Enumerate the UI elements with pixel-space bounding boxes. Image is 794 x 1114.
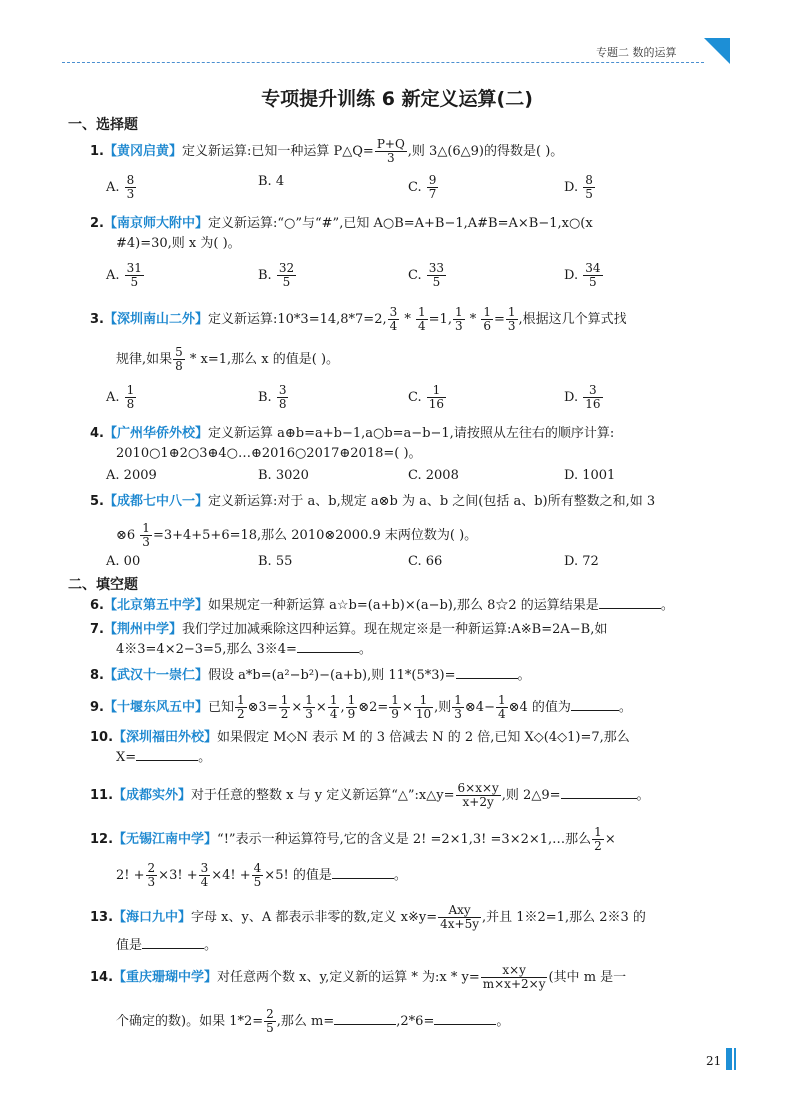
option-c: C. 66 xyxy=(408,554,443,569)
option-a: A. $\frac{8}{3}$ xyxy=(106,173,135,201)
option-b: B. $\frac{32}{5}$ xyxy=(258,261,295,289)
question-11: 11.【成都实外】对于任意的整数 x 与 y 定义新运算“△”:x△y= $\frac{6\times x\times y}{x+2y}$ ,则 2△9= 。 xyxy=(90,781,650,809)
option-d: D. 1001 xyxy=(564,468,616,483)
question-5-line-2: ⊗6 $\frac{1}{3}$ =3+4+5+6=18,那么 2010⊗2000.9 末两位数为( )。 xyxy=(116,521,478,549)
answer-blank[interactable] xyxy=(136,748,198,761)
answer-blank[interactable] xyxy=(332,866,394,879)
answer-blank[interactable] xyxy=(434,1012,496,1025)
option-c: C. $\frac{9}{7}$ xyxy=(408,173,437,201)
question-13: 13.【海口九中】字母 x、y、A 都表示非零的数,定义 x※y= $\frac{\text{Axy}}{4x+5y}$ ,并且 1※2=1,那么 2※3 的 xyxy=(90,903,646,931)
answer-blank[interactable] xyxy=(297,640,359,653)
option-c: C. $\frac{33}{5}$ xyxy=(408,261,445,289)
option-a: A. $\frac{1}{8}$ xyxy=(106,383,135,411)
question-12: 12.【无锡江南中学】“!”表示一种运算符号,它的含义是 2! =2×1,3! =3×2×1,…那么 $\frac{1}{2}$ × xyxy=(90,825,616,853)
section-fill: 二、填空题 xyxy=(68,577,138,593)
option-a: A. 2009 xyxy=(106,468,157,483)
question-7: 7.【荆州中学】我们学过加减乘除这四种运算。现在规定※是一种新运算:A※B=2A−B,如 4※3=4×2−3=5,那么 3※4= 。 xyxy=(90,622,608,657)
question-6: 6.【北京第五中学】如果规定一种新运算 a☆b=(a+b)×(a−b),那么 8☆2 的运算结果是 。 xyxy=(90,598,674,613)
answer-blank[interactable] xyxy=(142,936,204,949)
question-2: 2.【南京师大附中】定义新运算:“○”与“#”,已知 A○B=A+B−1,A#B=A×B−1,x○(x #4)=30,则 x 为( )。 xyxy=(90,216,593,251)
question-12-line-2: 2! + $\frac{2}{3}$ ×3! + $\frac{3}{4}$ ×4! + $\frac{4}{5}$ ×5! 的值是 。 xyxy=(116,861,407,889)
option-b: B. 3020 xyxy=(258,468,309,483)
question-8: 8.【武汉十一崇仁】假设 a*b=(a²−b²)−(a+b),则 11*(5*3)= 。 xyxy=(90,668,531,683)
question-9: 9.【十堰东风五中】已知 $\frac{1}{2}$ ⊗3= $\frac{1}{2}$ × $\frac{1}{3}$ × $\frac{1}{4}$ , $\frac{1}{9}$ ⊗2= $\frac{1}{9}$ × $\frac{1}{10}$ ,则 $\frac{1}{3}$ ⊗4− $\frac{1}{4}$ ⊗4 的值为 。 xyxy=(90,693,632,721)
option-a: A. $\frac{31}{5}$ xyxy=(106,261,142,289)
answer-blank[interactable] xyxy=(599,596,661,609)
page-title: 专项提升训练 6 新定义运算(二) xyxy=(261,88,533,110)
answer-blank[interactable] xyxy=(561,786,637,799)
option-b: B. $\frac{3}{8}$ xyxy=(258,383,287,411)
header-divider xyxy=(62,62,704,63)
fraction: $\frac{P+Q}{3}$ xyxy=(376,137,405,165)
option-c: C. $\frac{1}{16}$ xyxy=(408,383,445,411)
option-c: C. 2008 xyxy=(408,468,459,483)
page-bar-mark xyxy=(726,1048,732,1070)
option-d: D. 72 xyxy=(564,554,599,569)
question-4: 4.【广州华侨外校】定义新运算 a⊕b=a+b−1,a○b=a−b−1,请按照从左往右的顺序计算: 2010○1⊕2○3⊕4○…⊕2016○2017⊕2018=( )。 xyxy=(90,426,615,461)
option-a: A. 00 xyxy=(106,554,141,569)
question-3: 3.【深圳南山二外】定义新运算:10*3=14,8*7=2, $\frac{3}{4}$ * $\frac{1}{4}$ =1, $\frac{1}{3}$ * $\frac{1}{6}$ = $\frac{1}{3}$ ,根据这几个算式找 xyxy=(90,305,627,333)
answer-blank[interactable] xyxy=(334,1012,396,1025)
option-d: D. $\frac{34}{5}$ xyxy=(564,261,601,289)
question-10: 10.【深圳福田外校】如果假定 M◇N 表示 M 的 3 倍减去 N 的 2 倍,已知 X◇(4◇1)=7,那么 X= 。 xyxy=(90,730,630,765)
option-d: D. $\frac{3}{16}$ xyxy=(564,383,601,411)
option-b: B. 55 xyxy=(258,554,293,569)
answer-blank[interactable] xyxy=(571,698,619,711)
header-chapter: 专题二 数的运算 xyxy=(596,46,677,59)
option-d: D. $\frac{8}{5}$ xyxy=(564,173,593,201)
option-b: B. 4 xyxy=(258,174,285,189)
page-number: 21 xyxy=(706,1054,722,1068)
question-13-line-2: 值是 。 xyxy=(116,938,218,953)
question-14: 14.【重庆珊瑚中学】对任意两个数 x、y,定义新的运算 * 为:x * y= $\frac{x\times y}{m\times x+2\times y}$ (其中 m 是一 xyxy=(90,963,627,991)
answer-blank[interactable] xyxy=(456,666,518,679)
question-14-line-2: 个确定的数)。如果 1*2= $\frac{2}{5}$ ,那么 m= ,2*6= 。 xyxy=(116,1007,510,1035)
section-choice: 一、选择题 xyxy=(68,117,138,133)
header-corner-mark xyxy=(704,38,730,64)
question-3-line-2: 规律,如果 $\frac{5}{8}$ * x=1,那么 x 的值是( )。 xyxy=(116,345,340,373)
page-bar-mark-thin xyxy=(734,1048,736,1070)
question-1: 1.【黄冈启黄】定义新运算:已知一种运算 P△Q= $\frac{P+Q}{3}$ ,则 3△(6△9)的得数是( )。 xyxy=(90,137,564,165)
question-5: 5.【成都七中八一】定义新运算:对于 a、b,规定 a⊗b 为 a、b 之间(包括 a、b)所有整数之和,如 3 xyxy=(90,494,656,509)
